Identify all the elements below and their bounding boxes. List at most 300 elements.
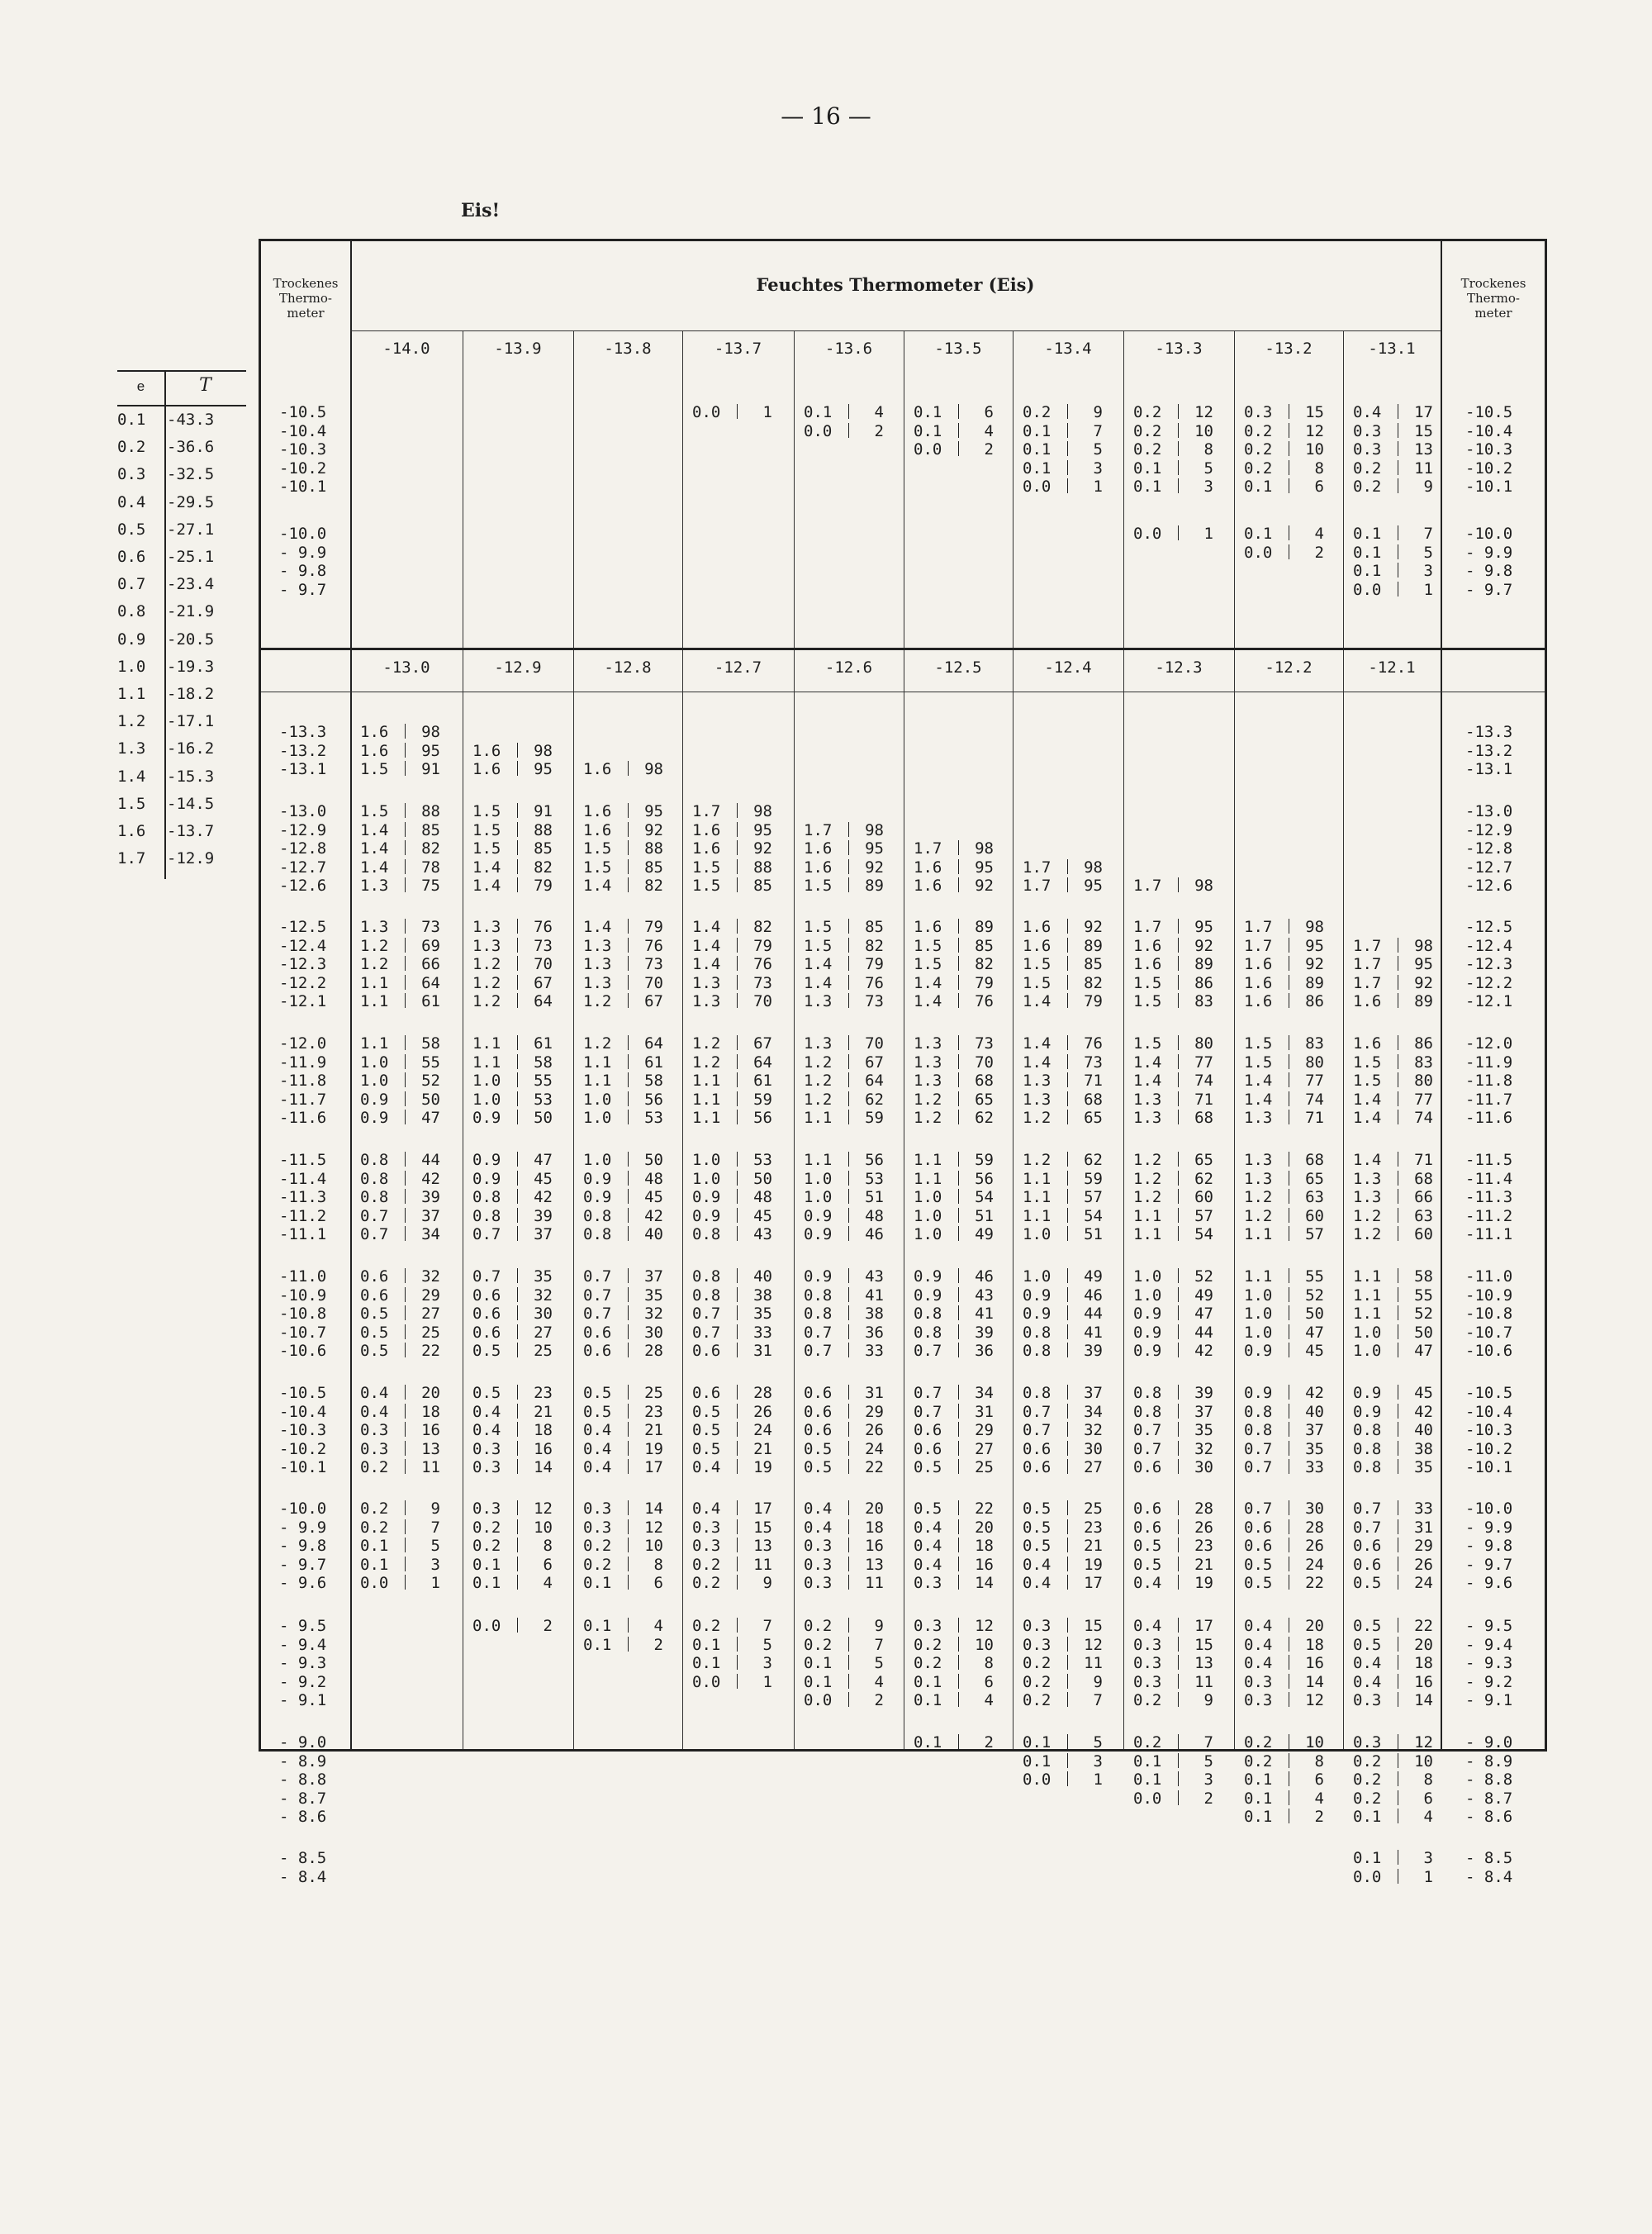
relative-humidity-value: 67 [753,1034,772,1053]
table-cell [1133,1654,1213,1673]
cell-separator [1178,1226,1179,1241]
vapor-pressure-value: 0.9 [1023,1286,1051,1305]
table-cell [692,937,772,956]
relative-humidity-value: 27 [1084,1458,1103,1477]
table-cell [914,1072,994,1091]
cell-separator [517,1189,518,1204]
cell-separator [517,1441,518,1456]
table-cell [472,1537,553,1556]
vapor-pressure-value: 0.3 [360,1439,389,1458]
table-cell [1133,440,1213,459]
relative-humidity-value: 79 [1084,992,1103,1011]
table-cell [692,1286,772,1305]
relative-humidity-value: 42 [644,1206,663,1225]
table-cell [692,858,772,877]
vapor-pressure-value: 0.7 [1353,1500,1382,1518]
vapor-pressure-value: 1.4 [1353,1109,1382,1128]
table-cell [1244,1636,1324,1655]
relative-humidity-value: 98 [421,723,440,741]
table-cell [472,877,553,896]
cell-separator [1067,423,1068,438]
vapor-pressure-value: 1.4 [1353,1090,1382,1109]
dry-temp-labels-left: -10.0 - 9.9 - 9.8 - 9.7 [279,525,327,599]
relative-humidity-value: 31 [865,1384,884,1402]
relative-humidity-value: 35 [1305,1439,1324,1458]
vapor-pressure-value: 1.2 [804,1053,833,1072]
table-cell [914,955,994,974]
wet-column-header: -13.1 [1368,340,1416,358]
relative-humidity-value: 68 [1414,1169,1433,1188]
relative-humidity-value: 8 [543,1537,553,1556]
relative-humidity-value: 8 [984,1654,994,1673]
relative-humidity-value: 4 [984,421,994,440]
relative-humidity-value: 3 [762,1654,772,1673]
table-cell [1244,1091,1324,1110]
relative-humidity-value: 61 [753,1072,772,1091]
relative-humidity-value: 4 [653,1617,663,1635]
table-cell [1023,1752,1103,1771]
table-cell [1353,1384,1433,1403]
relative-humidity-value: 41 [1084,1323,1103,1342]
vapor-pressure-value: 0.7 [1133,1421,1162,1440]
cell-separator [1067,1035,1068,1050]
table-cell [804,1574,884,1593]
cell-separator [1067,859,1068,874]
relative-humidity-value: 15 [1194,1635,1213,1654]
cell-separator [958,1385,959,1400]
vapor-pressure-value: 0.9 [1133,1305,1162,1324]
cell-separator [517,1152,518,1167]
cell-separator [737,1404,738,1419]
vapor-pressure-value: 0.6 [914,1439,942,1458]
cell-separator [628,1575,629,1590]
relative-humidity-value: 50 [644,1151,663,1169]
cell-separator [737,822,738,837]
table-cell [1353,1673,1433,1692]
relative-humidity-value: 70 [644,973,663,992]
wet-column-header: -13.2 [1265,340,1313,358]
relative-humidity-value: 83 [1305,1034,1324,1053]
relative-humidity-value: 29 [975,1421,994,1440]
cell-separator [848,993,849,1008]
table-cell [1353,1053,1433,1072]
vapor-pressure-value: 0.7 [360,1225,389,1244]
cell-separator [405,822,406,837]
vapor-pressure-value: 0.4 [804,1500,833,1518]
relative-humidity-value: 5 [874,1654,884,1673]
relative-humidity-value: 24 [1305,1555,1324,1574]
table-cell [1244,1324,1324,1343]
cell-separator [1178,1692,1179,1707]
relative-humidity-value: 73 [534,936,553,955]
table-cell [914,1691,994,1710]
table-cell [472,918,553,937]
table-cell [360,742,440,761]
cell-separator [1067,1054,1068,1069]
relative-humidity-value: 25 [421,1323,440,1342]
table-cell [692,877,772,896]
side-T-value: -19.3 [167,657,215,676]
relative-humidity-value: 26 [753,1402,772,1421]
vapor-pressure-value: 1.5 [1353,1072,1382,1091]
table-cell [1353,562,1433,581]
section-divider [261,648,1545,650]
vapor-pressure-value: 1.6 [804,839,833,858]
side-e-value: 0.2 [117,438,146,457]
table-cell [804,937,884,956]
table-cell [1133,1384,1213,1403]
cell-separator [737,1441,738,1456]
table-cell [1244,1519,1324,1538]
vapor-pressure-value: 1.3 [1023,1090,1051,1109]
cell-separator [1067,1072,1068,1087]
cell-separator [1067,460,1068,475]
relative-humidity-value: 80 [1414,1072,1433,1091]
relative-humidity-value: 44 [1084,1305,1103,1324]
vapor-pressure-value: 1.1 [472,1034,501,1053]
relative-humidity-value: 4 [1423,1808,1433,1827]
dry-temp-labels-left: -12.5 -12.4 -12.3 -12.2 -12.1 [279,918,327,1011]
table-cell [472,839,553,858]
relative-humidity-value: 21 [644,1421,663,1440]
cell-separator [1067,1404,1068,1419]
vapor-pressure-value: 1.6 [692,820,721,839]
cell-separator [405,840,406,855]
table-cell [1023,1500,1103,1519]
table-cell [472,1342,553,1361]
relative-humidity-value: 12 [534,1500,553,1518]
cell-separator [405,1538,406,1552]
relative-humidity-value: 9 [430,1500,440,1518]
relative-humidity-value: 8 [1423,1771,1433,1790]
vapor-pressure-value: 0.8 [1353,1421,1382,1440]
relative-humidity-value: 10 [644,1537,663,1556]
cell-separator [848,1674,849,1689]
cell-separator [1178,919,1179,934]
table-cell [472,1188,553,1207]
vapor-pressure-value: 0.3 [583,1500,612,1518]
table-cell [914,839,994,858]
relative-humidity-value: 40 [1414,1421,1433,1440]
table-cell [1133,1519,1213,1538]
table-cell [583,1458,663,1477]
vapor-pressure-value: 1.3 [1353,1188,1382,1207]
cell-separator [405,1422,406,1437]
vapor-pressure-value: 1.4 [472,877,501,896]
cell-separator [848,1557,849,1571]
table-cell [1353,1556,1433,1575]
relative-humidity-value: 95 [865,839,884,858]
table-cell [583,1440,663,1459]
side-table-row [117,763,246,790]
cell-separator [1178,1305,1179,1320]
table-cell [1023,1151,1103,1170]
vapor-pressure-value: 1.7 [1244,918,1273,936]
relative-humidity-value: 68 [1305,1151,1324,1169]
table-cell [914,992,994,1011]
table-cell [804,1458,884,1477]
relative-humidity-value: 98 [534,741,553,760]
relative-humidity-value: 62 [975,1109,994,1128]
relative-humidity-value: 71 [1084,1072,1103,1091]
vapor-pressure-value: 1.5 [360,760,389,779]
cell-separator [1178,460,1179,475]
relative-humidity-value: 25 [975,1458,994,1477]
table-cell [1353,1286,1433,1305]
relative-humidity-value: 70 [534,955,553,974]
vapor-pressure-value: 0.0 [1353,580,1382,599]
vapor-pressure-value: 1.4 [1133,1072,1162,1091]
cell-separator [1067,1692,1068,1707]
table-cell [1133,1574,1213,1593]
vapor-pressure-value: 0.1 [472,1574,501,1593]
side-T-value: -32.5 [167,465,215,484]
wet-column-header: -12.2 [1265,658,1313,677]
vapor-pressure-value: 0.9 [1244,1342,1273,1361]
vapor-pressure-value: 1.0 [804,1188,833,1207]
cell-separator [848,404,849,419]
table-cell [692,1403,772,1422]
table-cell [1353,1342,1433,1361]
vapor-pressure-value: 1.2 [804,1090,833,1109]
dry-thermometer-header-right [1442,276,1545,321]
relative-humidity-value: 60 [1194,1188,1213,1207]
side-table-row [117,818,246,844]
cell-separator [517,1287,518,1302]
cell-separator [958,1305,959,1320]
vapor-pressure-value: 1.2 [1133,1151,1162,1169]
table-cell [1244,1556,1324,1575]
relative-humidity-value: 62 [1084,1151,1103,1169]
relative-humidity-value: 46 [975,1267,994,1286]
vapor-pressure-value: 1.3 [583,955,612,974]
relative-humidity-value: 47 [1305,1323,1324,1342]
table-cell [692,1617,772,1636]
relative-humidity-value: 86 [1194,973,1213,992]
cell-separator [405,1324,406,1339]
relative-humidity-value: 1 [1423,580,1433,599]
table-cell [1133,1324,1213,1343]
cell-separator [958,956,959,971]
relative-humidity-value: 55 [1305,1267,1324,1286]
relative-humidity-value: 10 [1194,421,1213,440]
table-cell [1023,1556,1103,1575]
cell-separator [737,956,738,971]
cell-separator [628,1072,629,1087]
relative-humidity-value: 33 [865,1342,884,1361]
table-cell [1023,1673,1103,1692]
wet-column-header: -13.7 [714,340,762,358]
relative-humidity-value: 22 [1305,1574,1324,1593]
relative-humidity-value: 11 [1084,1654,1103,1673]
vapor-pressure-value: 0.2 [1023,1672,1051,1691]
vapor-pressure-value: 1.6 [1133,955,1162,974]
vapor-pressure-value: 0.2 [1133,1691,1162,1710]
relative-humidity-value: 43 [975,1286,994,1305]
table-cell [472,1403,553,1422]
cell-separator [848,1692,849,1707]
vapor-pressure-value: 0.1 [583,1617,612,1635]
cell-separator [737,1655,738,1670]
cell-separator [958,840,959,855]
cell-separator [958,441,959,456]
table-cell [804,1034,884,1053]
table-cell [1244,525,1324,544]
vapor-pressure-value: 0.1 [360,1555,389,1574]
vapor-pressure-value: 0.9 [472,1151,501,1169]
vapor-pressure-value: 1.5 [1133,973,1162,992]
vapor-pressure-value: 0.7 [472,1267,501,1286]
cell-separator [1067,1343,1068,1357]
cell-separator [405,1072,406,1087]
relative-humidity-value: 92 [1084,918,1103,936]
dry-temp-labels-left: -10.5 -10.4 -10.3 -10.2 -10.1 [279,1384,327,1477]
table-cell [1353,1109,1433,1128]
table-cell [1353,1500,1433,1519]
vapor-pressure-value: 1.7 [1353,955,1382,974]
table-cell [1353,1636,1433,1655]
table-cell [1244,440,1324,459]
relative-humidity-value: 39 [534,1206,553,1225]
relative-humidity-value: 29 [421,1286,440,1305]
vapor-pressure-value: 0.7 [692,1323,721,1342]
cell-separator [1178,1343,1179,1357]
vapor-pressure-value: 1.7 [1353,936,1382,955]
cell-separator [737,1152,738,1167]
relative-humidity-value: 98 [753,802,772,820]
table-cell [692,1151,772,1170]
cell-separator [958,404,959,419]
relative-humidity-value: 3 [1203,1771,1213,1790]
table-cell [1133,1091,1213,1110]
vapor-pressure-value: 0.2 [472,1518,501,1537]
relative-humidity-value: 3 [1093,1752,1103,1771]
relative-humidity-value: 73 [753,973,772,992]
cell-separator [737,1091,738,1106]
relative-humidity-value: 30 [1194,1458,1213,1477]
cell-separator [405,1557,406,1571]
table-cell [472,1556,553,1575]
table-cell [360,1188,440,1207]
relative-humidity-value: 53 [644,1109,663,1128]
cell-separator [405,1575,406,1590]
table-cell [1244,1188,1324,1207]
table-cell [914,1574,994,1593]
vapor-pressure-value: 1.1 [1353,1286,1382,1305]
relative-humidity-value: 77 [1414,1090,1433,1109]
side-table-row [117,845,246,872]
relative-humidity-value: 34 [975,1384,994,1402]
vapor-pressure-value: 0.9 [804,1225,833,1244]
cell-separator [405,803,406,818]
table-cell [360,839,440,858]
dry-temp-labels-left: -13.0 -12.9 -12.8 -12.7 -12.6 [279,802,327,896]
table-cell [583,1170,663,1189]
table-cell [472,1324,553,1343]
wet-column-header: -12.8 [604,658,652,677]
relative-humidity-value: 2 [1314,1808,1324,1827]
relative-humidity-value: 58 [421,1034,440,1053]
vapor-pressure-value: 0.6 [1133,1518,1162,1537]
table-cell [583,821,663,840]
relative-humidity-value: 71 [1414,1151,1433,1169]
vapor-pressure-value: 1.3 [1133,1090,1162,1109]
table-cell [804,1342,884,1361]
vapor-pressure-value: 0.9 [360,1090,389,1109]
cell-separator [1067,1441,1068,1456]
relative-humidity-value: 36 [865,1323,884,1342]
table-cell [914,1636,994,1655]
table-cell [360,760,440,779]
relative-humidity-value: 82 [1084,973,1103,992]
cell-separator [958,1734,959,1749]
table-cell [914,1324,994,1343]
vapor-pressure-value: 1.7 [914,839,942,858]
cell-separator [848,1538,849,1552]
relative-humidity-value: 45 [753,1206,772,1225]
vapor-pressure-value: 0.8 [1353,1439,1382,1458]
table-cell [360,1286,440,1305]
vapor-pressure-value: 0.0 [472,1617,501,1635]
relative-humidity-value: 53 [753,1151,772,1169]
relative-humidity-value: 30 [534,1305,553,1324]
side-e-value: 0.7 [117,575,146,594]
table-cell [1244,937,1324,956]
vapor-pressure-value: 1.5 [1133,1034,1162,1053]
cell-separator [517,1072,518,1087]
table-cell [804,1691,884,1710]
vapor-pressure-value: 0.2 [692,1574,721,1593]
table-cell [914,1384,994,1403]
vapor-pressure-value: 0.4 [914,1537,942,1556]
cell-separator [1067,478,1068,493]
table-cell [692,1440,772,1459]
cell-separator [848,1110,849,1124]
vapor-pressure-value: 0.6 [692,1342,721,1361]
vapor-pressure-value: 1.5 [583,839,612,858]
relative-humidity-value: 6 [1314,1771,1324,1790]
relative-humidity-value: 98 [1414,936,1433,955]
table-cell [1353,1733,1433,1752]
table-cell [914,1440,994,1459]
cell-separator [517,1618,518,1633]
relative-humidity-value: 49 [1194,1286,1213,1305]
relative-humidity-value: 35 [753,1305,772,1324]
cell-separator [848,975,849,990]
relative-humidity-value: 76 [644,936,663,955]
vapor-pressure-value: 0.3 [1244,1672,1273,1691]
cell-separator [737,803,738,818]
cell-separator [1178,1637,1179,1652]
table-cell [583,918,663,937]
vapor-pressure-value: 0.5 [472,1342,501,1361]
vapor-pressure-value: 0.4 [692,1500,721,1518]
cell-separator [628,1054,629,1069]
cell-separator [1067,1422,1068,1437]
cell-separator [848,1171,849,1186]
vapor-pressure-value: 0.5 [360,1305,389,1324]
side-e-value: 1.5 [117,794,146,813]
vapor-pressure-value: 0.3 [1133,1654,1162,1673]
vapor-pressure-value: 1.2 [1133,1169,1162,1188]
relative-humidity-value: 65 [1194,1151,1213,1169]
relative-humidity-value: 71 [1305,1109,1324,1128]
table-cell [692,403,772,422]
vapor-pressure-value: 0.9 [914,1286,942,1305]
relative-humidity-value: 37 [644,1267,663,1286]
cell-separator [737,1557,738,1571]
relative-humidity-value: 55 [534,1072,553,1091]
